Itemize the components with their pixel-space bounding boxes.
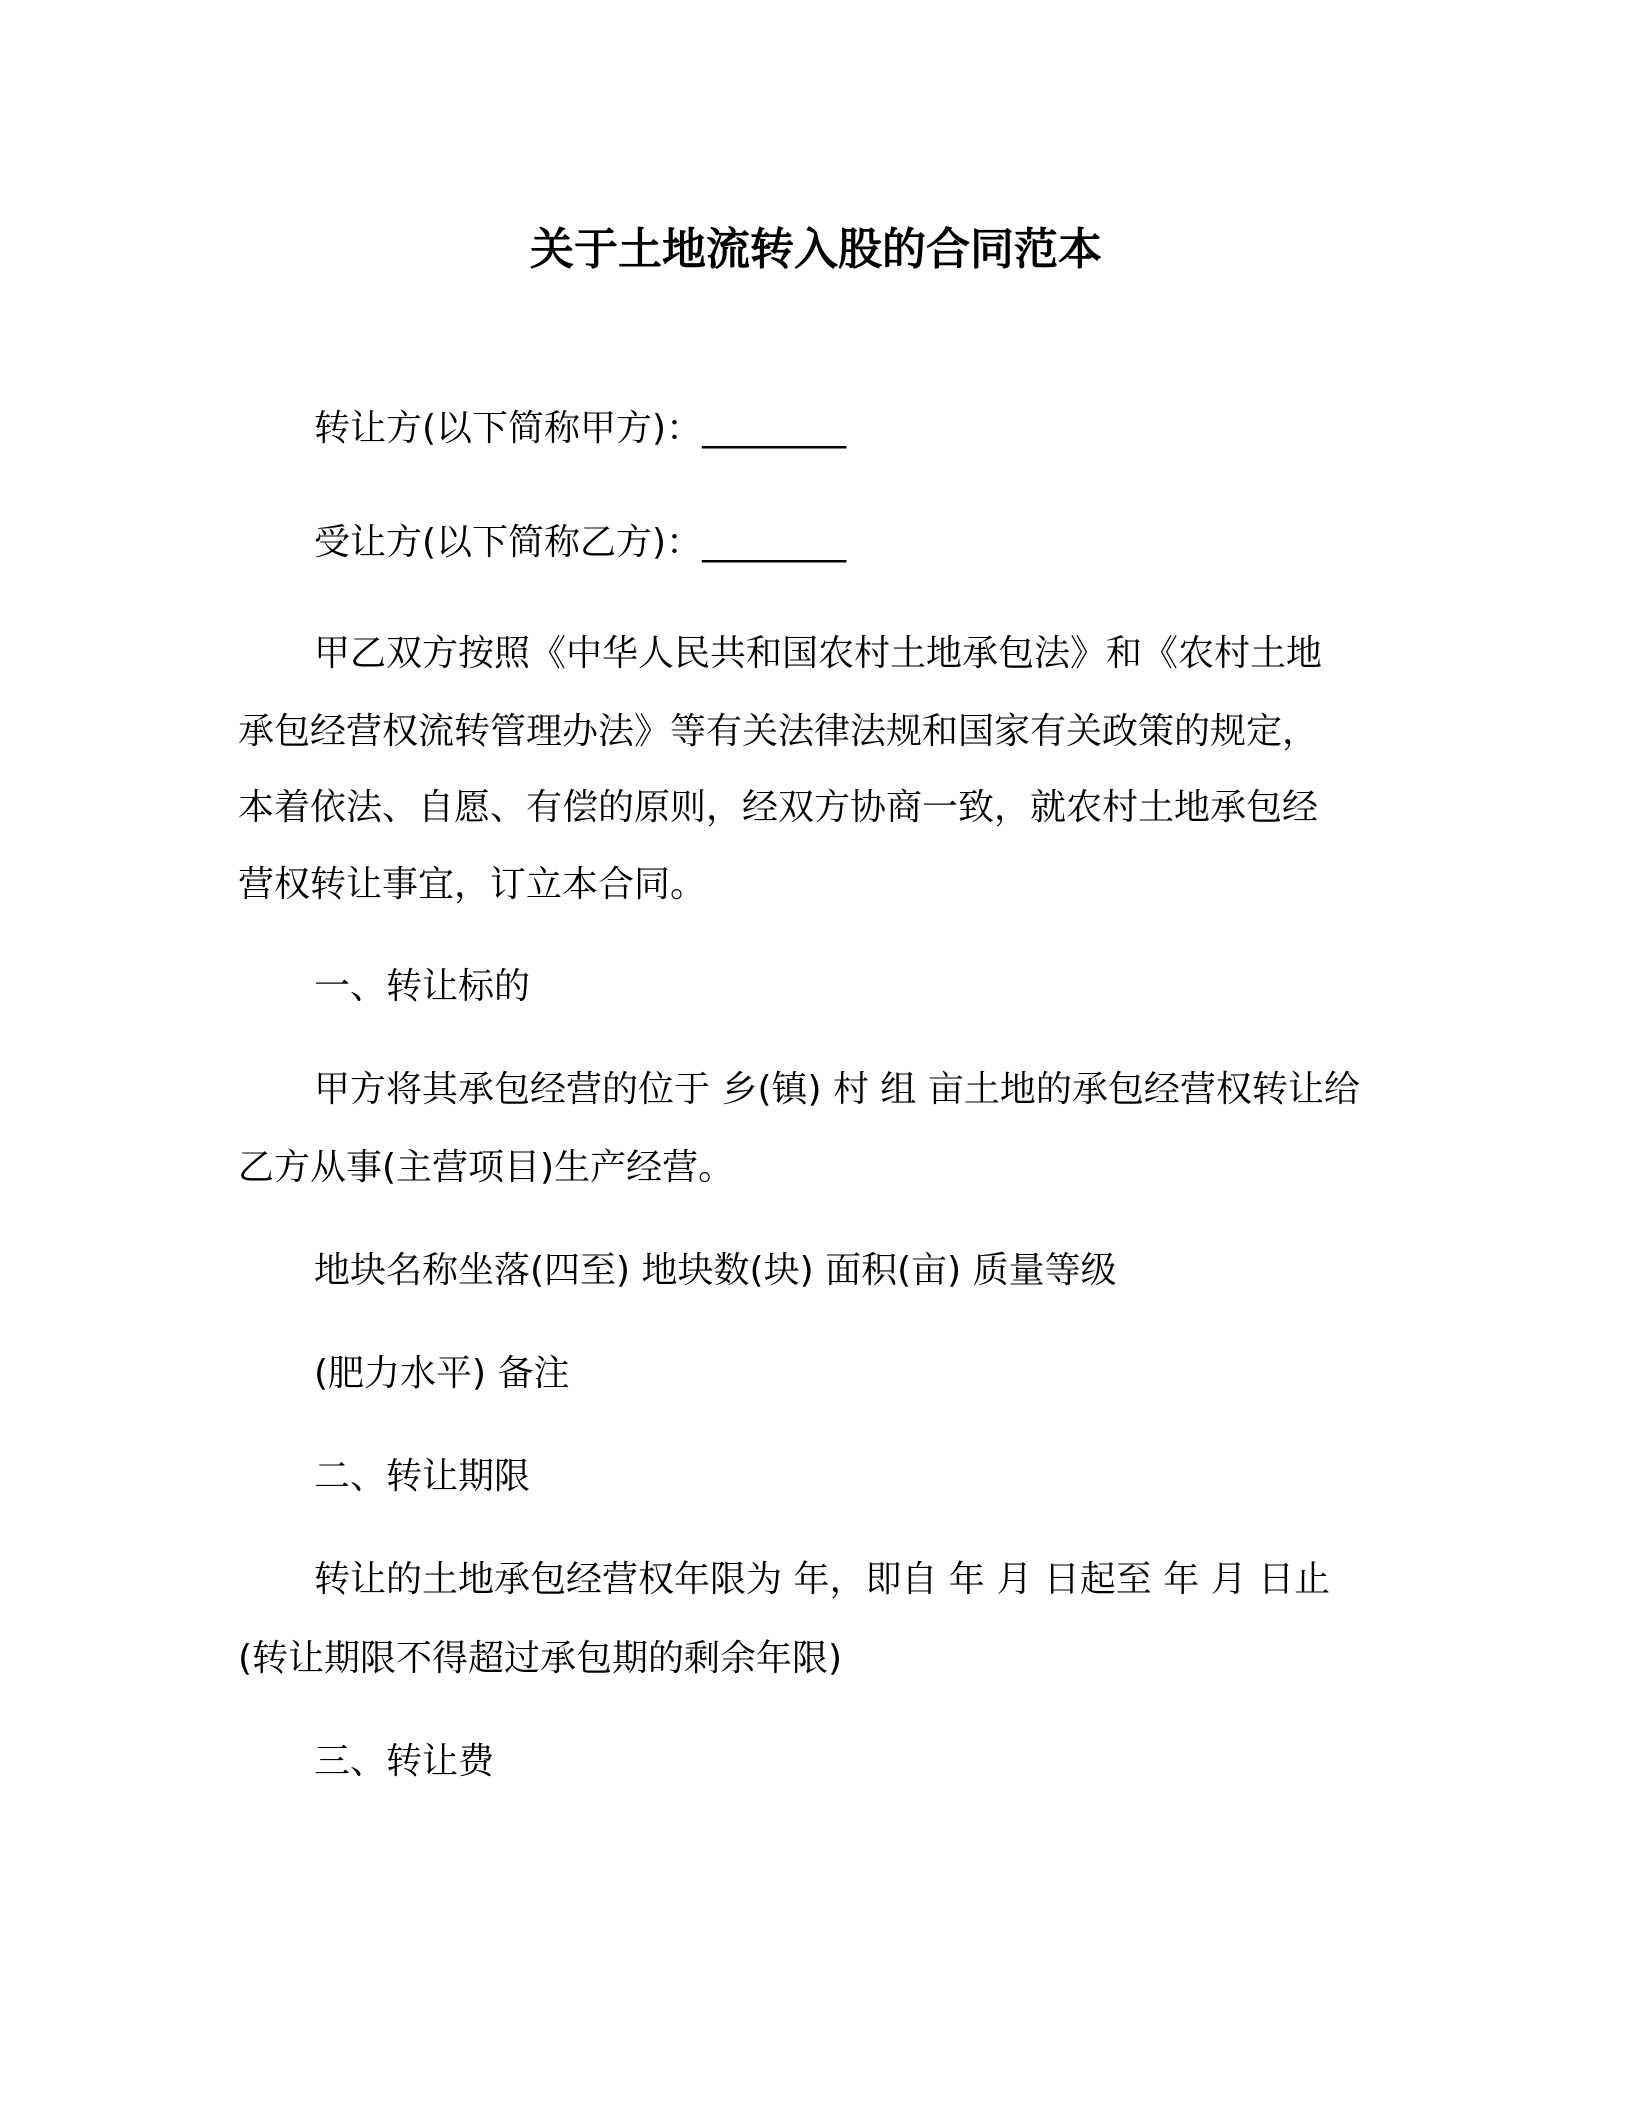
preamble-line-1: 甲乙双方按照《中华人民共和国农村土地承包法》和《农村土地	[314, 633, 1323, 674]
preamble-line-4: 营权转让事宜，订立本合同。	[238, 864, 707, 905]
plot-table-header-line-2: (肥力水平) 备注	[314, 1353, 570, 1394]
section-2-body-line-2: (转让期限不得超过承包期的剩余年限)	[238, 1638, 843, 1679]
section-1-heading: 一、转让标的	[314, 966, 531, 1007]
section-2-heading: 二、转让期限	[314, 1456, 531, 1497]
preamble-line-3: 本着依法、自愿、有偿的原则，经双方协商一致，就农村土地承包经	[238, 787, 1319, 828]
section-1-body-line-1: 甲方将其承包经营的位于 乡(镇) 村 组 亩土地的承包经营权转让给	[314, 1069, 1360, 1110]
section-1-body-line-2: 乙方从事(主营项目)生产经营。	[238, 1147, 735, 1188]
section-2-body-line-1: 转让的土地承包经营权年限为 年，即自 年 月 日起至 年 月 日止	[314, 1559, 1331, 1600]
preamble-line-2: 承包经营权流转管理办法》等有关法律法规和国家有关政策的规定，	[238, 711, 1319, 752]
plot-table-header-line-1: 地块名称坐落(四至) 地块数(块) 面积(亩) 质量等级	[314, 1250, 1117, 1291]
transferee-line: 受让方(以下简称乙方)：________	[314, 522, 847, 563]
document-title: 关于土地流转入股的合同范本	[530, 224, 1102, 275]
transferor-line: 转让方(以下简称甲方)：________	[314, 408, 847, 449]
section-3-heading: 三、转让费	[314, 1741, 495, 1782]
